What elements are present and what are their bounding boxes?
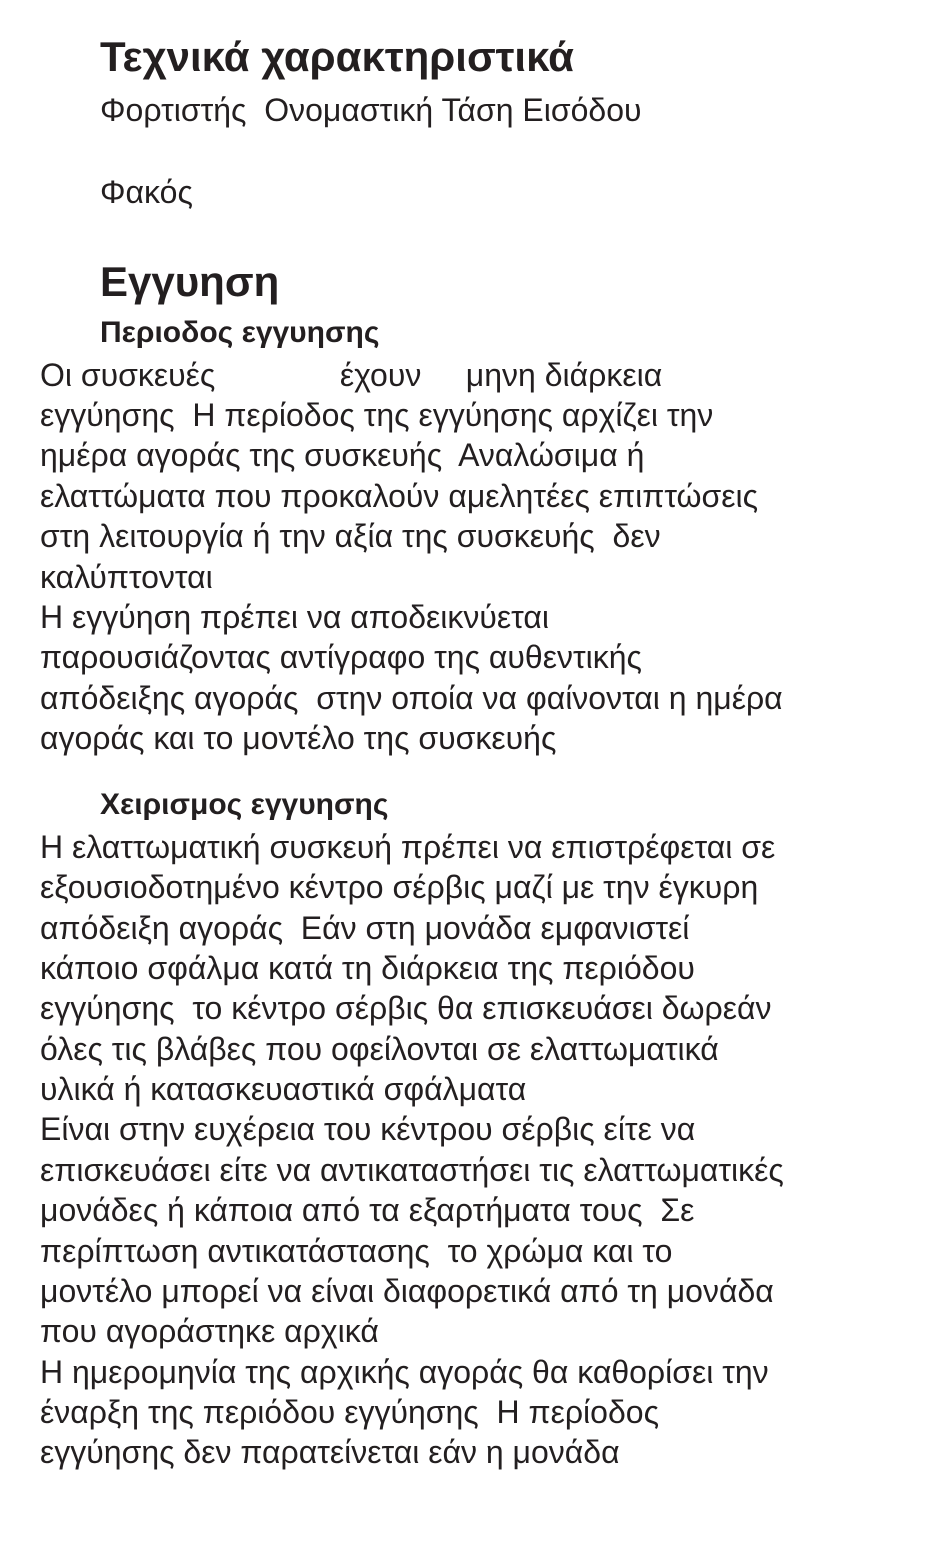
period-paragraph-line: παρουσιάζοντας αντίγραφο της αυθεντικής [40, 639, 642, 675]
period-paragraph-line: αγοράς και το μοντέλο της συσκευής [40, 720, 557, 756]
period-paragraph-line: Η εγγύηση πρέπει να αποδεικνύεται [40, 599, 549, 635]
warranty-handling-heading: Χειρισμος εγγυησης [100, 788, 389, 821]
period-paragraph-line: ημέρα αγοράς της συσκευής Αναλώσιμα ή [40, 437, 645, 473]
period-paragraph-line: εγγύησης Η περίοδος της εγγύησης αρχίζει την [40, 397, 714, 433]
specs-heading: Τεχνικά χαρακτηριστικά [100, 33, 574, 80]
handling-paragraph-line: εγγύησης δεν παρατείνεται εάν η μονάδα [40, 1434, 620, 1470]
handling-paragraph-line: έναρξη της περιόδου εγγύησης Η περίοδος [40, 1394, 659, 1430]
specs-charger-line: Φορτιστής Ονομαστική Τάση Εισόδου [100, 92, 642, 128]
handling-paragraph-line: μονάδες ή κάποια από τα εξαρτήματα τους Σε [40, 1192, 695, 1228]
handling-paragraph-line: κάποιο σφάλμα κατά τη διάρκεια της περιόδου [40, 950, 695, 986]
handling-paragraph-line: Η ημερομηνία της αρχικής αγοράς θα καθορίσει την [40, 1354, 769, 1390]
warranty-period-heading: Περιοδος εγγυησης [100, 316, 380, 349]
handling-paragraph-line: απόδειξη αγοράς Εάν στη μονάδα εμφανιστεί [40, 910, 690, 946]
handling-paragraph-line: επισκευάσει είτε να αντικαταστήσει τις ελαττωματικές [40, 1152, 784, 1188]
handling-paragraph-line: Είναι στην ευχέρεια του κέντρου σέρβις είτε να [40, 1111, 696, 1147]
handling-paragraph-line: που αγοράστηκε αρχικά [40, 1313, 379, 1349]
period-paragraph-line: Οι συσκευές έχουν μηνη διάρκεια [40, 357, 663, 393]
handling-paragraph-line: όλες τις βλάβες που οφείλονται σε ελαττωματικά [40, 1031, 719, 1067]
warranty-heading: Εγγυηση [100, 258, 280, 305]
handling-paragraph-line: υλικά ή κατασκευαστικά σφάλματα [40, 1071, 527, 1107]
period-paragraph-line: καλύπτονται [40, 559, 213, 595]
period-paragraph-line: απόδειξης αγοράς στην οποία να φαίνονται η ημέρα [40, 680, 783, 716]
handling-paragraph-line: εγγύησης το κέντρο σέρβις θα επισκευάσει δωρεάν [40, 990, 772, 1026]
handling-paragraph-line: Η ελαττωματική συσκευή πρέπει να επιστρέφεται σε [40, 829, 776, 865]
period-paragraph-line: ελαττώματα που προκαλούν αμελητέες επιπτώσεις [40, 478, 759, 514]
specs-lens-line: Φακός [100, 174, 193, 210]
handling-paragraph-line: περίπτωση αντικατάστασης το χρώμα και το [40, 1233, 673, 1269]
handling-paragraph-line: μοντέλο μπορεί να είναι διαφορετικά από τη μονάδα [40, 1273, 774, 1309]
period-paragraph-line: στη λειτουργία ή την αξία της συσκευής δεν [40, 518, 661, 554]
handling-paragraph-line: εξουσιοδοτημένο κέντρο σέρβις μαζί με την έγκυρη [40, 869, 759, 905]
